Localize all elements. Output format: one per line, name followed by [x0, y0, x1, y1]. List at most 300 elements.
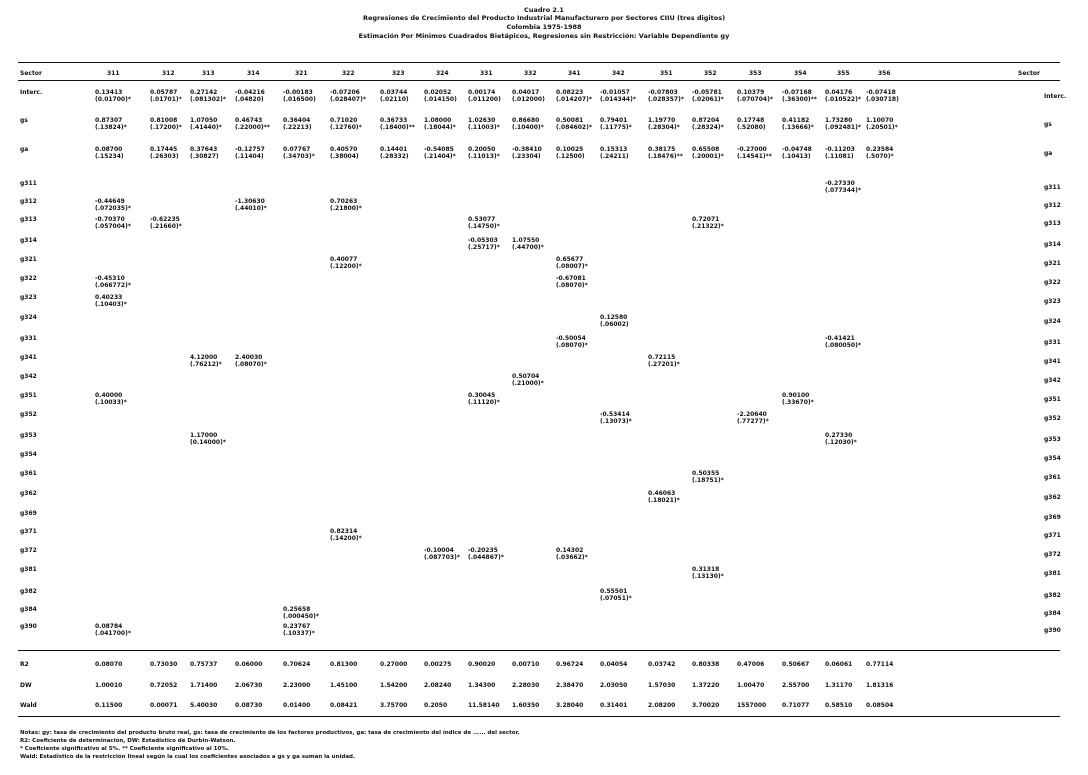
table-cell: [330, 117, 362, 131]
standard-error: (.21800)*: [330, 205, 362, 212]
coefficient: 0.31318: [692, 566, 720, 573]
coefficient: 0.81008: [150, 117, 178, 124]
row-label: g323: [20, 294, 37, 301]
coef-bottom-rule: [18, 650, 1060, 651]
table-cell: [468, 547, 504, 561]
row-label-right: g353: [1044, 436, 1061, 443]
standard-error: (.077344)*: [825, 187, 861, 194]
standard-error: (.072035)*: [95, 205, 131, 212]
coefficient: -0.04748: [782, 146, 812, 153]
standard-error: (.070704)*: [737, 96, 773, 103]
table-cell: [692, 566, 724, 580]
stat-value: 2.08240: [424, 682, 452, 689]
standard-error: (.11404): [235, 153, 264, 160]
row-label-right: g382: [1044, 592, 1061, 599]
sector-header: Sector: [20, 70, 42, 77]
standard-error: (.016500): [283, 96, 316, 103]
table-cell: [512, 117, 544, 131]
standard-error: (.14200)*: [330, 535, 362, 542]
stat-value: 0.58510: [825, 702, 853, 709]
standard-error: (.12030)*: [825, 439, 857, 446]
coefficient: -0.01057: [600, 89, 630, 96]
table-cell: [825, 89, 861, 103]
coefficient: 0.65508: [692, 146, 720, 153]
standard-error: (.20501)*: [866, 124, 898, 131]
coefficient: 0.79401: [600, 117, 628, 124]
standard-error: (.21660)*: [150, 223, 182, 230]
row-label-right: g311: [1044, 184, 1061, 191]
coefficient: 0.37643: [190, 146, 218, 153]
column-header: 354: [794, 70, 807, 77]
column-header: 355: [837, 70, 850, 77]
standard-error: (.38004): [330, 153, 359, 160]
standard-error: (.02061)*: [692, 96, 724, 103]
stat-value: 0.04054: [600, 661, 628, 668]
standard-error: (.41440)*: [190, 124, 222, 131]
coefficient: 0.10379: [737, 89, 765, 96]
table-cell: [737, 411, 769, 425]
coefficient: 0.07767: [283, 146, 311, 153]
standard-error: (.12760)*: [330, 124, 362, 131]
table-cell: [190, 354, 222, 368]
stat-value: 0.75737: [190, 661, 218, 668]
standard-error: (.10400)*: [512, 124, 544, 131]
standard-error: (.25717)*: [468, 244, 500, 251]
row-label-right: g321: [1044, 260, 1061, 267]
row-label: g353: [20, 432, 37, 439]
table-cell: [235, 89, 265, 103]
coefficient: -0.00183: [283, 89, 313, 96]
standard-error: (.18021)*: [648, 497, 680, 504]
column-header: 311: [107, 70, 120, 77]
column-header: 356: [878, 70, 891, 77]
stat-value: 2.06730: [235, 682, 263, 689]
standard-error: (.5070)*: [866, 153, 894, 160]
row-label-right: g314: [1044, 241, 1061, 248]
row-label-right: gs: [1044, 121, 1052, 128]
row-label-right: g384: [1044, 610, 1061, 617]
standard-error: (.18044)*: [424, 124, 456, 131]
coefficient: 0.03744: [380, 89, 408, 96]
stat-value: 0.01400: [283, 702, 311, 709]
standard-error: (.24211): [600, 153, 629, 160]
standard-error: (.28304)*: [648, 124, 680, 131]
table-cell: [866, 117, 898, 131]
stat-value: 1.31170: [825, 682, 853, 689]
coefficient: 1.10070: [866, 117, 894, 124]
table-cell: [150, 117, 182, 131]
stat-value: 0.80338: [692, 661, 720, 668]
table-number: Cuadro 2.1: [524, 6, 564, 14]
stat-value: 2.55700: [782, 682, 810, 689]
table-cell: [424, 146, 456, 160]
coefficient: 0.02052: [424, 89, 452, 96]
table-cell: [866, 89, 899, 103]
coefficient: 0.36404: [283, 117, 311, 124]
standard-error: (.044867)*: [468, 554, 504, 561]
table-cell: [424, 89, 457, 103]
coefficient: 0.08223: [556, 89, 584, 96]
stat-value: 0.11500: [95, 702, 123, 709]
stat-label: R2: [20, 661, 29, 668]
table-cell: [468, 216, 500, 230]
header-rule: [18, 80, 1060, 81]
table-subtitle-period: Colombia 1975-1988: [506, 23, 582, 31]
coefficient: -0.04216: [235, 89, 265, 96]
coefficient: 0.25658: [283, 606, 311, 613]
row-label: g322: [20, 275, 37, 282]
row-label-right: g352: [1044, 415, 1061, 422]
standard-error: (.28324)*: [692, 124, 724, 131]
stat-value: 0.72052: [150, 682, 178, 689]
table-cell: [825, 335, 861, 349]
table-cell: [95, 216, 131, 230]
table-cell: [692, 470, 724, 484]
coefficient: 0.71020: [330, 117, 358, 124]
coefficient: 0.40233: [95, 294, 123, 301]
stat-value: 0.00275: [424, 661, 452, 668]
row-label: g314: [20, 237, 37, 244]
coefficient: 0.08700: [95, 146, 123, 153]
table-cell: [283, 606, 319, 620]
table-cell: [95, 275, 131, 289]
table-cell: [380, 89, 409, 103]
stat-value: 0.08070: [95, 661, 123, 668]
stat-value: 0.00071: [150, 702, 178, 709]
standard-error: (.014344)*: [600, 96, 636, 103]
stat-value: 3.70020: [692, 702, 720, 709]
coefficient: -0.07803: [648, 89, 678, 96]
coefficient: -0.45310: [95, 275, 125, 282]
table-cell: [468, 89, 501, 103]
table-cell: [150, 89, 182, 103]
table-cell: [283, 117, 312, 131]
stat-value: 2.03050: [600, 682, 628, 689]
coefficient: -0.54085: [424, 146, 454, 153]
row-label-right: g361: [1044, 474, 1061, 481]
coefficient: -0.53414: [600, 411, 630, 418]
table-bottom-rule: [18, 716, 1060, 717]
stat-value: 0.2050: [424, 702, 448, 709]
standard-error: (.08070)*: [556, 282, 588, 289]
column-header: 341: [568, 70, 581, 77]
standard-error: (.20001)*: [692, 153, 724, 160]
column-header: 351: [660, 70, 673, 77]
column-header: 331: [480, 70, 493, 77]
table-cell: [468, 117, 500, 131]
standard-error: (.44010)*: [235, 205, 267, 212]
standard-error: (.081302)*: [190, 96, 226, 103]
standard-error: (.087703)*: [424, 554, 460, 561]
standard-error: (.36300)**: [782, 96, 817, 103]
table-cell: [95, 146, 124, 160]
stat-value: 0.70624: [283, 661, 311, 668]
stat-value: 0.77114: [866, 661, 894, 668]
table-cell: [190, 432, 226, 446]
row-label: g369: [20, 510, 37, 517]
coefficient: -0.27000: [737, 146, 767, 153]
row-label: g372: [20, 547, 37, 554]
standard-error: (.028357)*: [648, 96, 684, 103]
column-header: 321: [295, 70, 308, 77]
coefficient: 1.19770: [648, 117, 676, 124]
stat-value: 1.57030: [648, 682, 676, 689]
standard-error: (.44700)*: [512, 244, 544, 251]
standard-error: (.27201)*: [648, 361, 680, 368]
table-cell: [330, 146, 359, 160]
table-cell: [150, 216, 182, 230]
coefficient: -0.67081: [556, 275, 586, 282]
top-rule: [18, 62, 1060, 63]
table-cell: [600, 588, 632, 602]
table-cell: [235, 198, 267, 212]
standard-error: (.18476)**: [648, 153, 683, 160]
coefficient: 0.38175: [648, 146, 676, 153]
table-cell: [190, 117, 222, 131]
coefficient: 0.72071: [692, 216, 720, 223]
coefficient: 0.04176: [825, 89, 853, 96]
table-cell: [235, 354, 267, 368]
coefficient: 0.46743: [235, 117, 263, 124]
table-cell: [95, 392, 127, 406]
row-label: g352: [20, 411, 37, 418]
row-label-right: g341: [1044, 358, 1061, 365]
standard-error: (.23304): [512, 153, 541, 160]
note-significance: * Coeficiente significativo al 5%. ** Coeficiente significativo al 10%.: [20, 746, 229, 752]
column-header: 322: [342, 70, 355, 77]
standard-error: (.13824)*: [95, 124, 127, 131]
stat-value: 3.75700: [380, 702, 408, 709]
table-cell: [782, 89, 817, 103]
coefficient: 0.40000: [95, 392, 123, 399]
table-cell: [380, 117, 415, 131]
stat-value: 0.08421: [330, 702, 358, 709]
standard-error: (.11003)*: [468, 124, 500, 131]
table-cell: [825, 180, 861, 194]
stat-value: 5.40030: [190, 702, 218, 709]
table-cell: [648, 89, 684, 103]
coefficient: -0.05781: [692, 89, 722, 96]
table-cell: [95, 198, 131, 212]
coefficient: 4.12000: [190, 354, 218, 361]
table-cell: [737, 146, 772, 160]
table-cell: [556, 117, 592, 131]
stat-value: 1.60350: [512, 702, 540, 709]
coefficient: 0.05787: [150, 89, 178, 96]
standard-error: (.02110): [380, 96, 409, 103]
table-title: Regresiones de Crecimiento del Producto Industrial Manufacturero por Sectores CIIU (tres digitos): [362, 14, 726, 22]
coefficient: 1.08000: [424, 117, 452, 124]
standard-error: (.066772)*: [95, 282, 131, 289]
coefficient: 0.10025: [556, 146, 584, 153]
standard-error: (.07051)*: [600, 595, 632, 602]
standard-error: (.06002): [600, 321, 629, 328]
standard-error: (.34703)*: [283, 153, 315, 160]
coefficient: 0.27142: [190, 89, 218, 96]
table-cell: [468, 146, 500, 160]
coefficient: -0.44649: [95, 198, 125, 205]
stat-value: 1.00470: [737, 682, 765, 689]
standard-error: (.26303): [150, 153, 179, 160]
coefficient: -0.70370: [95, 216, 125, 223]
stat-value: 2.23000: [283, 682, 311, 689]
table-cell: [190, 89, 226, 103]
standard-error: (.22213): [283, 124, 312, 131]
standard-error: (.15234): [95, 153, 124, 160]
table-cell: [648, 146, 683, 160]
stat-value: 2.08200: [648, 702, 676, 709]
stat-value: 1.00010: [95, 682, 123, 689]
row-label: Interc.: [20, 89, 43, 96]
column-header: 324: [436, 70, 449, 77]
stat-value: 1.71400: [190, 682, 218, 689]
coefficient: 0.41182: [782, 117, 810, 124]
coefficient: 0.14401: [380, 146, 408, 153]
standard-error: (.03662)*: [556, 554, 588, 561]
table-cell: [782, 117, 814, 131]
table-cell: [512, 237, 544, 251]
table-cell: [95, 623, 131, 637]
row-label: g313: [20, 216, 37, 223]
coefficient: 2.40030: [235, 354, 263, 361]
coefficient: -1.30630: [235, 198, 265, 205]
standard-error: (.014150): [424, 96, 457, 103]
row-label: g321: [20, 256, 37, 263]
stat-value: 0.81300: [330, 661, 358, 668]
stat-value: 0.06061: [825, 661, 853, 668]
column-header: 342: [612, 70, 625, 77]
standard-error: (.000450)*: [283, 613, 319, 620]
table-cell: [600, 314, 629, 328]
table-cell: [556, 547, 588, 561]
coefficient: 0.20050: [468, 146, 496, 153]
coefficient: 0.17748: [737, 117, 765, 124]
coefficient: 0.87307: [95, 117, 123, 124]
row-label: g331: [20, 335, 37, 342]
stat-value: 0.47006: [737, 661, 765, 668]
standard-error: (.14541)**: [737, 153, 772, 160]
column-header: 352: [704, 70, 717, 77]
table-cell: [737, 89, 773, 103]
coefficient: 0.27330: [825, 432, 853, 439]
row-label: ga: [20, 146, 29, 153]
table-cell: [235, 117, 270, 131]
table-cell: [190, 146, 219, 160]
row-label-right: g381: [1044, 570, 1061, 577]
row-label-right: g371: [1044, 532, 1061, 539]
row-label: gs: [20, 117, 28, 124]
stat-value: 1.37220: [692, 682, 720, 689]
standard-error: (.21404)*: [424, 153, 456, 160]
standard-error: (.08070)*: [556, 342, 588, 349]
column-header: 312: [162, 70, 175, 77]
stat-value: 1.54200: [380, 682, 408, 689]
coefficient: 1.07050: [190, 117, 218, 124]
standard-error: (.30827): [190, 153, 219, 160]
table-cell: [692, 89, 724, 103]
standard-error: (.18400)**: [380, 124, 415, 131]
standard-error: (.057004)*: [95, 223, 131, 230]
table-cell: [283, 89, 316, 103]
table-cell: [512, 146, 542, 160]
coefficient: -0.07206: [330, 89, 360, 96]
standard-error: (.12500): [556, 153, 585, 160]
standard-error: (.011200): [468, 96, 501, 103]
table-cell: [556, 146, 585, 160]
standard-error: (.18751)*: [692, 477, 724, 484]
coefficient: -0.10004: [424, 547, 454, 554]
table-cell: [95, 117, 127, 131]
row-label-right: ga: [1044, 150, 1053, 157]
standard-error: (.76212)*: [190, 361, 222, 368]
stat-value: 1.45100: [330, 682, 358, 689]
row-label-right: g372: [1044, 551, 1061, 558]
coefficient: 0.53077: [468, 216, 496, 223]
coefficient: 0.50355: [692, 470, 720, 477]
table-cell: [737, 117, 766, 131]
coefficient: -0.07168: [782, 89, 812, 96]
table-cell: [556, 256, 588, 270]
table-cell: [330, 528, 362, 542]
stat-value: 3.28040: [556, 702, 584, 709]
standard-error: (.21322)*: [692, 223, 724, 230]
coefficient: 0.30045: [468, 392, 496, 399]
row-label-right: g323: [1044, 298, 1061, 305]
table-cell: [468, 237, 500, 251]
standard-error: (.10337)*: [283, 630, 315, 637]
coefficient: 0.15313: [600, 146, 628, 153]
standard-error: (.08070)*: [235, 361, 267, 368]
standard-error: (.11120)*: [468, 399, 500, 406]
table-cell: [600, 411, 632, 425]
coefficient: 0.00174: [468, 89, 496, 96]
row-label-right: Interc.: [1044, 93, 1067, 100]
coefficient: 0.87204: [692, 117, 720, 124]
standard-error: (.52080): [737, 124, 766, 131]
standard-error: (.041700)*: [95, 630, 131, 637]
coefficient: 0.14302: [556, 547, 584, 554]
stat-value: 0.96724: [556, 661, 584, 668]
coefficient: 0.82314: [330, 528, 358, 535]
standard-error: (.33670)*: [782, 399, 814, 406]
standard-error: (.10403)*: [95, 301, 127, 308]
row-label-right: g354: [1044, 455, 1061, 462]
stat-label: Wald: [20, 702, 37, 709]
standard-error: (.11775)*: [600, 124, 632, 131]
table-cell: [95, 294, 127, 308]
coefficient: -0.38410: [512, 146, 542, 153]
coefficient: -0.12757: [235, 146, 265, 153]
table-cell: [330, 256, 362, 270]
coefficient: 0.40077: [330, 256, 358, 263]
table-cell: [692, 216, 724, 230]
column-header: 323: [392, 70, 405, 77]
table-cell: [866, 146, 894, 160]
note-variables: Notas: gy: tasa de crecimiento del producto bruto real, gs: tasa de crecimiento de los factores productivos, ga: tasa de crecimiento del índice de ...... del sector.: [20, 730, 520, 736]
row-label-right: g342: [1044, 377, 1061, 384]
row-label: g381: [20, 566, 37, 573]
coefficient: 0.90100: [782, 392, 810, 399]
coefficient: -0.05303: [468, 237, 498, 244]
standard-error: (.77277)*: [737, 418, 769, 425]
table-cell: [235, 146, 265, 160]
standard-error: (.084602)*: [556, 124, 592, 131]
standard-error: (0.01700)*: [95, 96, 131, 103]
stat-value: 0.08730: [235, 702, 263, 709]
stat-value: 0.31401: [600, 702, 628, 709]
table-cell: [648, 354, 680, 368]
coefficient: 0.86680: [512, 117, 540, 124]
